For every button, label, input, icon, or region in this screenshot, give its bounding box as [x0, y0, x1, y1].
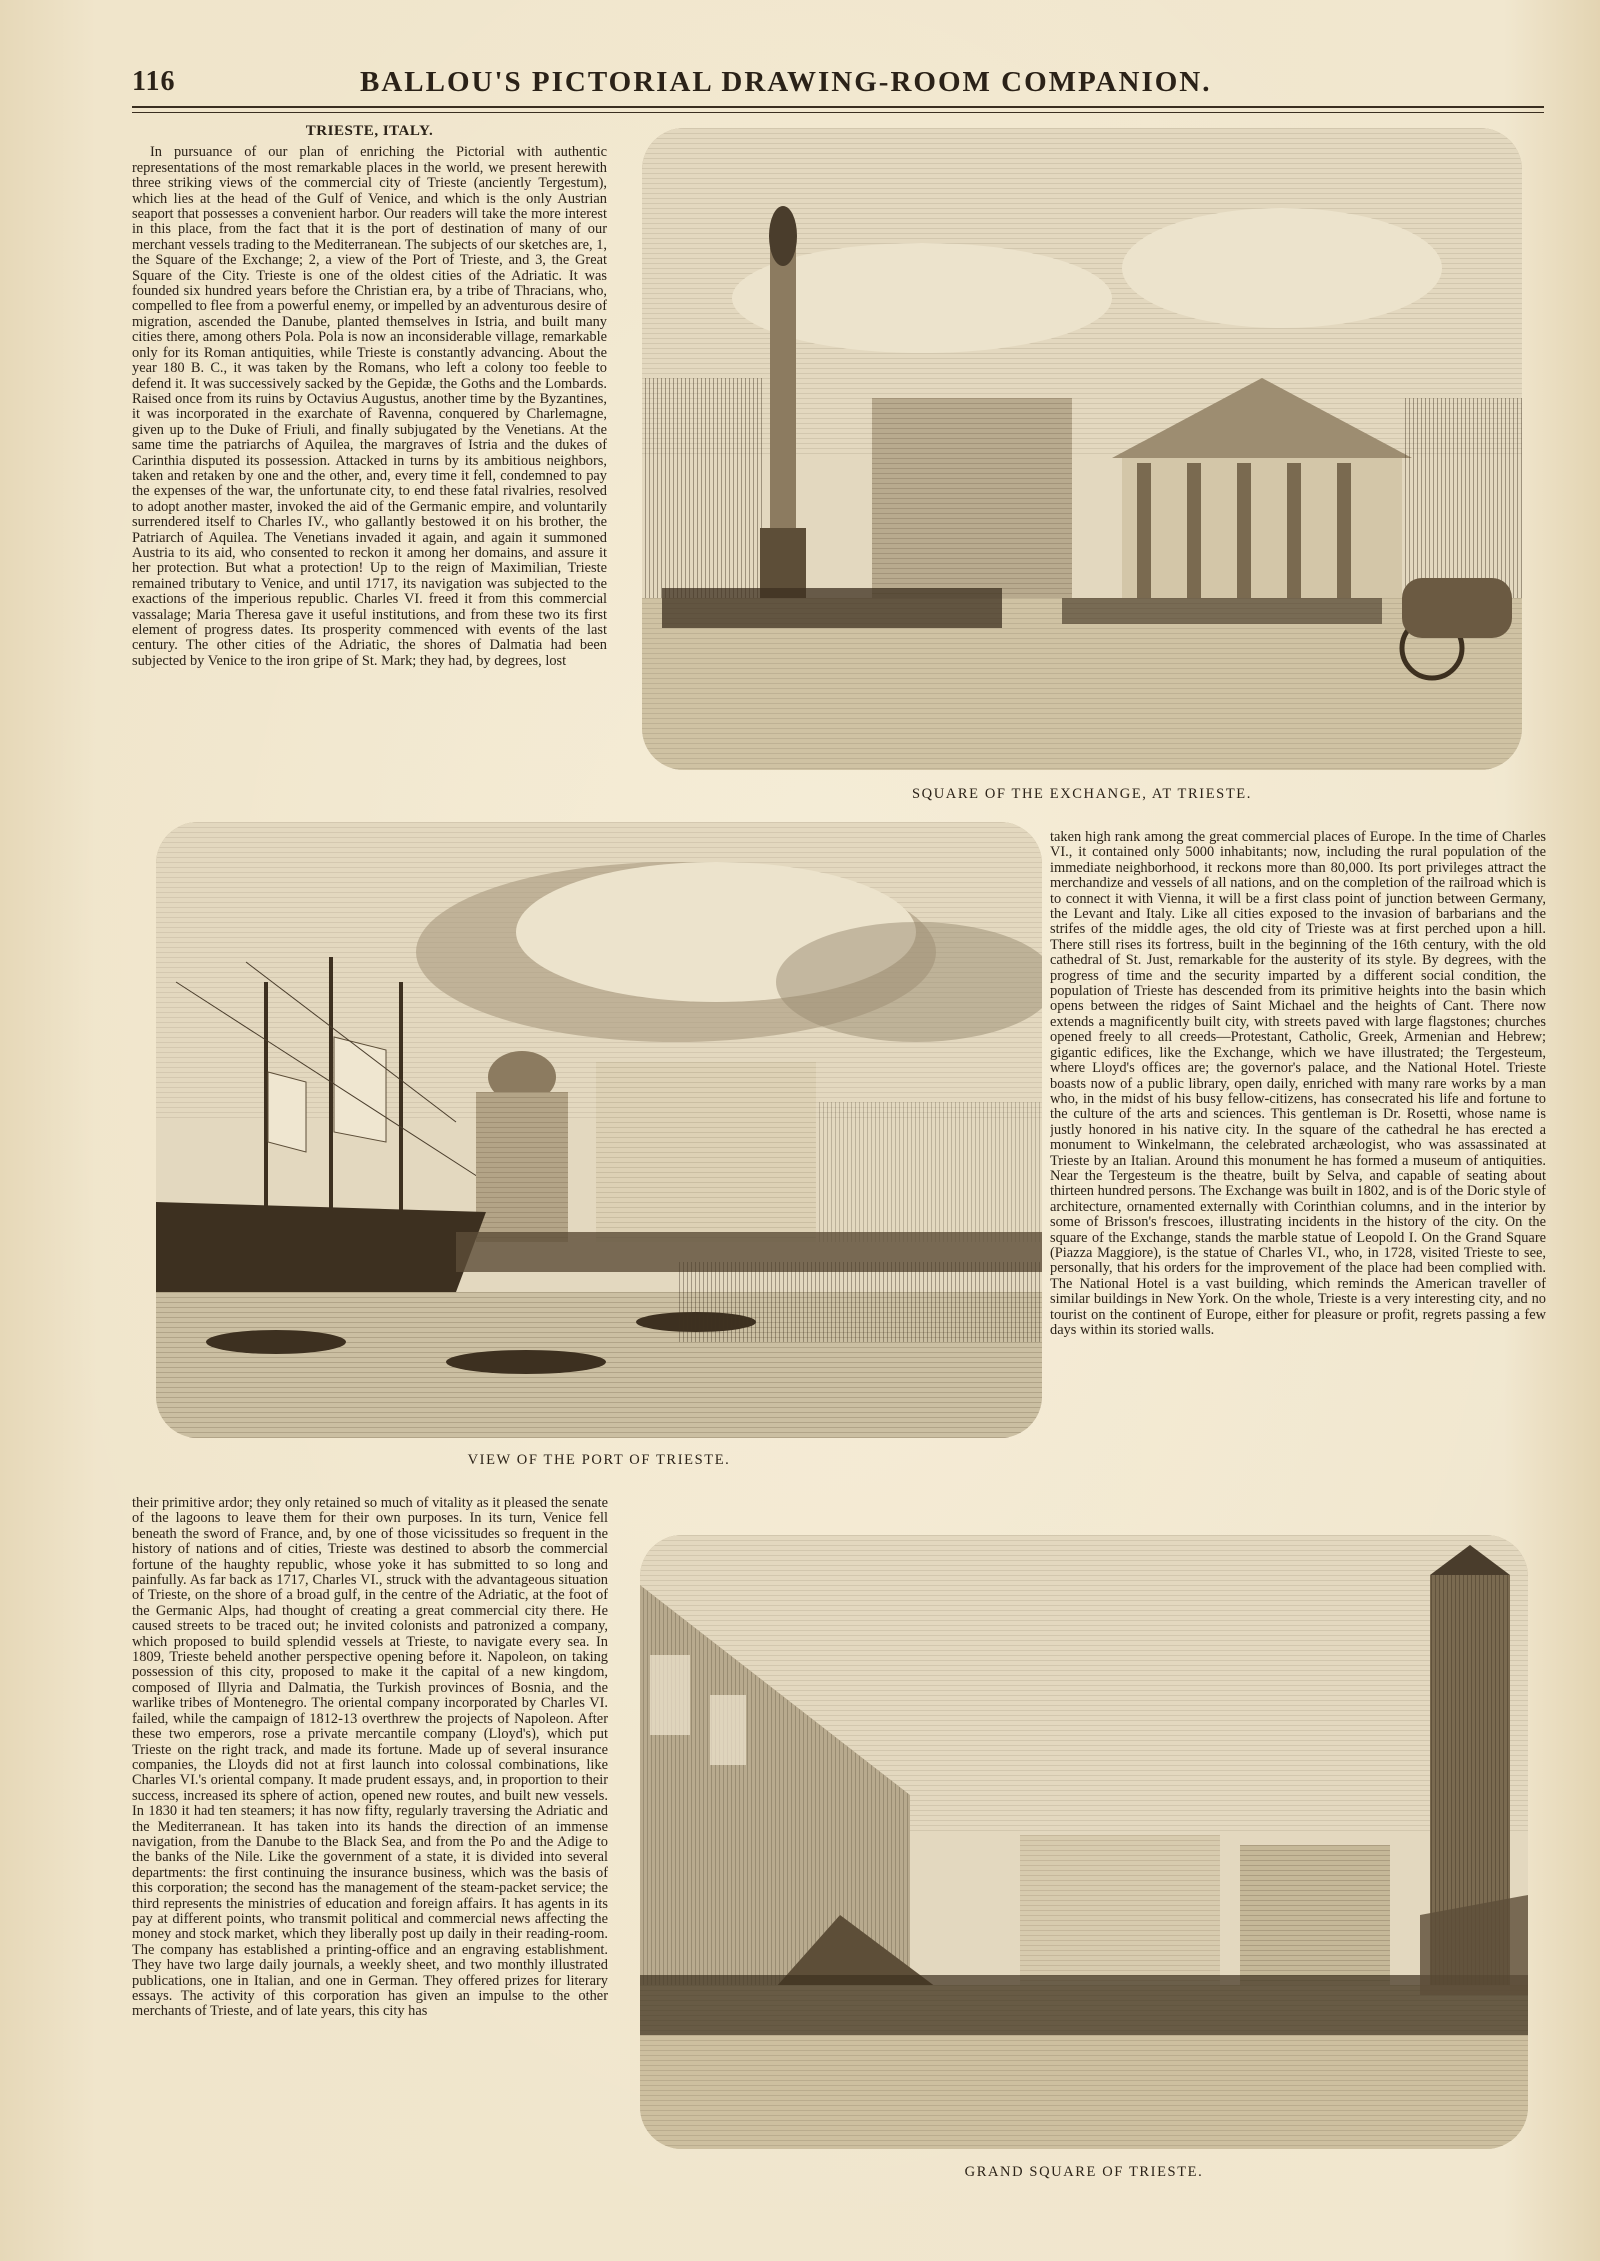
article-paragraph: In pursuance of our plan of enriching the Pictorial with authentic representations of the most remarkable places in the world, we present herewith three striking views of the commercial city of Trieste (anciently Tergestum), which lies at the head of the Gulf of Venice, and which is the only Austrian seaport that possesses a convenient harbor. Our readers will take the more interest in this place, from the fact that it is the port of destination of many of our merchant vessels trading to the Mediterranean. The subjects of our sketches are, 1, the Square of the Exchange; 2, a view of the Port of Trieste, and 3, the Great Square of the City. Trieste is one of the oldest cities of the Adriatic. It was founded six hundred years before the Christian era, by a tribe of Thracians, who, compelled to flee from a powerful enemy, or impelled by an adventurous desire of migration, ascended the Danube, planted themselves in Istria, and built many cities there, among others Pola. Pola is now an inconsiderable village, remarkable only for its Roman antiquities, while Trieste is constantly advancing. About the year 180 B. C., it was taken by the Romans, who left a colony too feeble to defend it. It was successively sacked by the Gepidæ, the Goths and the Lombards. Raised once from its ruins by Octavius Augustus, another time by the Byzantines, it was incorporated in the exarchate of Ravenna, conquered by Charlemagne, given up to the Duke of Friuli, and finally subjugated by the Venetians. At the same time the patriarchs of Aquilea, the margraves of Istria and the dukes of Carinthia disputed its possession. Attacked in turns by its ambitious neighbors, taken and retaken by one and the other, and, every time it fell, condemned to pay the expenses of the war, the unfortunate city, to end these fatal rivalries, resolved to adopt another master, invoked the aid of the Germanic empire, and voluntarily surrendered itself to Charles IV., who gallantly bestowed it on his brother, the Patriarch of Aquilea. The Venetians invaded it again, and again it summoned Austria to its aid, who consented to reckon it among her domains, and assure it her protection. But what a protection! Up to the reign of Maximilian, Trieste remained tributary to Venice, and until 1717, its navigation was subjected to the exactions of the imperious republic. Charles VI. freed it from this commercial vassalage; Maria Theresa gave it useful institutions, and from these two its first element of progress dates. Its prosperity commenced with events of the last century. The other cities of the Adriatic, the shores of Dalmatia had been subjected by Venice to the iron gripe of St. Mark; they had, by degrees, lost — [132, 144, 607, 669]
article-column-1 — [132, 124, 607, 806]
page-number: 116 — [132, 66, 176, 97]
engraving-exchange-square — [642, 128, 1522, 770]
engraving-port-ships — [156, 822, 1042, 1438]
article-paragraph: their primitive ardor; they only retained so much of vitality as it pleased the senate of the lagoons to leave them for their own purposes. In its turn, Venice fell beneath the sword of France, and, by one of those vicissitudes so frequent in the history of nations and of cities, Trieste was destined to absorb the commercial fortune of the haughty republic, whose yoke it has submitted to so long and painfully. As far back as 1717, Charles VI., struck with the advantageous situation of Trieste, on the shore of a broad gulf, in the centre of the Adriatic, at the foot of the Germanic Alps, had thought of creating a great commercial city there. He caused streets to be traced out; he invited colonists and patronized a company, which proposed to build splendid vessels at Trieste, to navigate every sea. In 1809, Trieste beheld another perspective opening before it. Napoleon, on taking possession of this city, proposed to make it the capital of a new kingdom, composed of Illyria and Dalmatia, the Turkish provinces of Bosnia, and the warlike tribes of Montenegro. The oriental company incorporated by Charles VI. failed, while the campaign of 1812-13 overthrew the projects of Napoleon. After these two emperors, rose a private mercantile company (Lloyd's), which put Trieste on the right track, and made its fortune. Made up of several insurance companies, the Lloyds did not at first launch into colossal combinations, like Charles VI.'s oriental company. It made prudent essays, and, in proportion to their success, increased its sphere of action, opened new routes, and built new vessels. In 1830 it had ten steamers; it has now fifty, regularly traversing the Adriatic and the Mediterranean. It has taken into its hands the direction of an immense navigation, from the Danube to the Black Sea, and from the Po and the Adige to the banks of the Nile. Like the government of a state, it is divided into several departments: the first continuing the insurance business, which was the basis of this corporation; the second has the management of the steam-packet service; the third represents the ministries of education and foreign affairs. It has agents in its pay at different points, who transmit political and commercial news affecting the money and stock market, which they liberally post up daily in their reading-room. The company has established a printing-office and an engraving establishment. They have two large daily journals, a weekly sheet, and two monthly illustrated publications, one in Italian, and one in German. They offered prizes for literary essays. The activity of this corporation has given an impulse to the other merchants of Trieste, and of late years, this city has — [132, 1496, 608, 2020]
article-column-3 — [132, 1496, 608, 2154]
caption-grand-square: GRAND SQUARE OF TRIESTE. — [964, 2164, 1204, 2180]
engraving-grand-square — [640, 1535, 1528, 2149]
header-rule — [132, 106, 1544, 108]
article-paragraph: taken high rank among the great commercial places of Europe. In the time of Charles VI., it contained only 5000 inhabitants; now, including the rural population of the immediate neighborhood, it reckons more than 80,000. Its port privileges attract the merchandize and vessels of all nations, and on the completion of the railroad which is to connect it with Vienna, it will be a first class point of junction between Germany, the Levant and Italy. Like all cities exposed to the invasion of barbarians and the strifes of the middle ages, the old city of Trieste was at first perched upon a hill. There still rises its fortress, built in the beginning of the 16th century, with the old cathedral of St. Just, remarkable for the austerity of its style. By degrees, with the progress of time and the security imparted by a different social condition, the population of Trieste has descended from its primitive heights into the basin which opens between the ridges of Saint Michael and the heights of Cant. There now extends a magnificently built city, with streets paved with large flagstones; churches opened freely to all creeds—Protestant, Catholic, Greek, Armenian and Hebrew; gigantic edifices, like the Exchange, which we have illustrated; the Tergesteum, where Lloyd's offices are; the governor's palace, and the National Hotel. Trieste boasts now of a public library, open daily, enriched with many rare works by a man who, in the midst of his busy fellow-citizens, has consecrated his life and fortune to the culture of the arts and sciences. This gentleman is Dr. Rosetti, whose name is justly honored in his native city. In the square of the cathedral he has erected a monument to Winkelmann, the celebrated archæologist, who was assassinated at Trieste by an Italian. Around this monument he has formed a museum of antiquities. Near the Tergesteum is the theatre, built by Selva, and capable of seating about thirteen hundred persons. The Exchange was built in 1802, and is of the Doric style of architecture, ornamented externally with Corinthian columns, and in the interior by some of Brisson's frescoes, illustrating incidents in the history of the city. On the square of the Exchange, stands the marble statue of Leopold I. On the Grand Square (Piazza Maggiore), is the statue of Charles VI., who, in 1728, visited Trieste to see, personally, that his orders for the improvement of the place had been complied with. The National Hotel is a vast building, which reminds the American traveller of similar buildings in New York. On the whole, Trieste is a very interesting city, and no tourist on the continent of Europe, either for pleasure or profit, regrets passing a few days within its storied walls. — [1050, 830, 1546, 1338]
caption-exchange-square: SQUARE OF THE EXCHANGE, AT TRIESTE. — [912, 786, 1252, 802]
article-title: TRIESTE, ITALY. — [305, 124, 434, 139]
header-rule-thin — [132, 112, 1544, 113]
masthead-title: BALLOU'S PICTORIAL DRAWING-ROOM COMPANION. — [360, 66, 1212, 98]
article-column-2 — [1050, 830, 1546, 1502]
caption-port: VIEW OF THE PORT OF TRIESTE. — [467, 1452, 731, 1468]
